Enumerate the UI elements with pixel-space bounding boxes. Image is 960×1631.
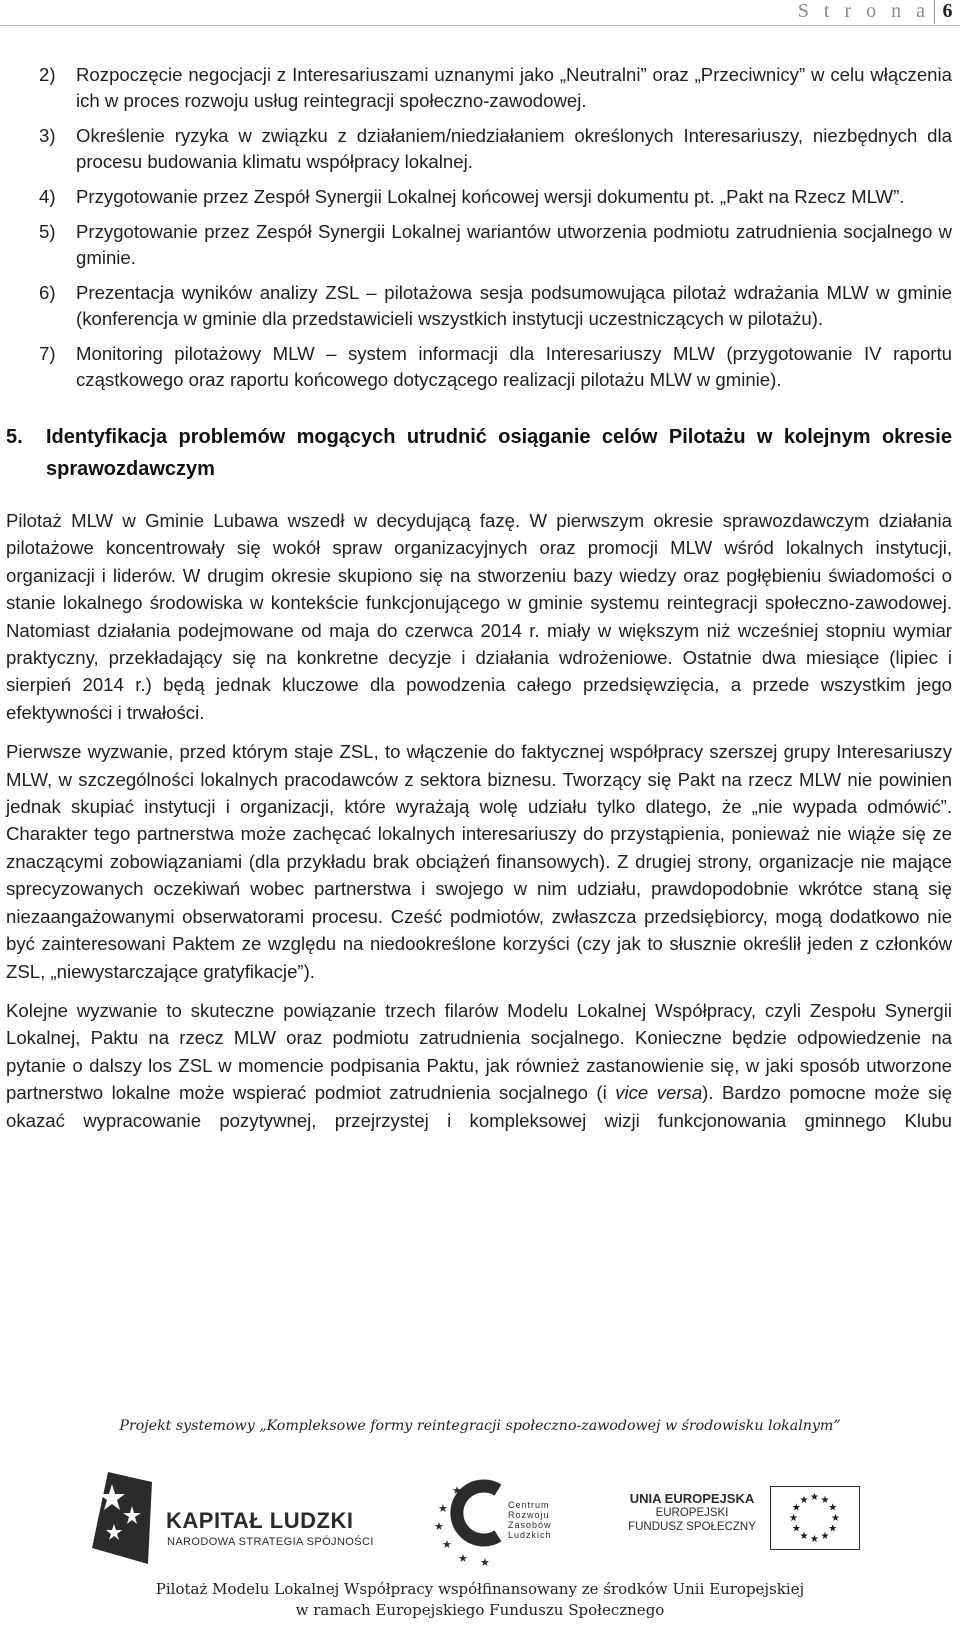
svg-text:★: ★ [480, 1556, 490, 1568]
footer-logos [0, 1468, 960, 1573]
eu-flag [770, 1486, 860, 1550]
svg-text:★: ★ [434, 1520, 444, 1533]
list-item: 4) Przygotowanie przez Zespół Synergii Lokalnej końcowej wersji dokumentu pt. „Pakt na Rzecz MLW”. [39, 186, 905, 207]
eu-star-icon: ★ [820, 1531, 830, 1543]
footer-project-title: Projekt systemowy „Kompleksowe formy reintegracji społeczno-zawodowej w środowisku lokalnym” [119, 1418, 841, 1434]
kapital-ludzki-logo [88, 1468, 388, 1568]
eu-star-icon: ★ [791, 1502, 801, 1514]
eu-star-icon: ★ [789, 1513, 798, 1524]
kapital-ludzki-emblem-icon [88, 1468, 158, 1566]
paragraph: Pierwsze wyzwanie, przed którym staje ZSL, to włączenie do faktycznej współpracy szerszej grupy Interesariuszy MLW, w szczególności lokalnych pracodawców z sektora biznesu. Tworzący się Pakt na rzecz MLW nie powinien jednak skupiać instytucji i organizacji, które wyrażają wolę udziału tylko dlatego, że „nie wypada odmówić”. Charakter tego partnerstwa może zachęcać lokalnych interesariuszy do przystąpienia, ponieważ nie wiąże się ze znaczącymi zobowiązaniami (dla przykładu brak obciążeń finansowych). Z drugiej strony, organizacje nie mające sprecyzowanych oczekiwań wobec partnerstwa i swojego w nim udziału, prawdopodobnie wkrótce staną się niezaangażowanymi obserwatorami procesu. Cześć podmiotów, zwłaszcza przedsiębiorcy, mogą dodatkowo nie być zainteresowani Paktem ze względu na niedookreślone korzyści (czy jak to słusznie określił jeden z członków ZSL, „niewystarczające gratyfikacje”). [6, 741, 952, 982]
page-label: S t r o n a [797, 0, 930, 22]
eu-star-icon: ★ [820, 1494, 830, 1506]
crzl-logo [428, 1468, 568, 1568]
eu-star-icon: ★ [828, 1502, 838, 1514]
paragraph: Pilotaż MLW w Gminie Lubawa wszedł w decydującą fazę. W pierwszym okresie sprawozdawczym działania pilotażowe koncentrowały się wokół spraw organizacyjnych oraz promocji MLW wśród lokalnych instytucji, organizacji i liderów. W drugim okresie skupiono się na stworzeniu bazy wiedzy oraz pogłębieniu świadomości o stanie lokalnego środowiska w kontekście funkcjonującego w gminie systemu reintegracji społeczno-zawodowej. Natomiast działania podejmowane od maja do czerwca 2014 r. miały w większym niż wcześniej stopniu wymiar praktyczny, przekładający się na konkretne decyzje i działania wdrożeniowe. Ostatnie dwa miesiące (lipiec i sierpień 2014 r.) będą jednak kluczowe dla powodzenia całego przedsięwzięcia, a przede wszystkim jego efektywności i trwałości. [6, 510, 952, 723]
list-item: 3) Określenie ryzyka w związku z działaniem/niedziałaniem określonych Interesariuszy, niezbędnych dla procesu budowania klimatu współpracy lokalnej. [39, 125, 952, 172]
list-item: 6) Prezentacja wyników analizy ZSL – pilotażowa sesja podsumowująca pilotaż wdrażania MLW w gminie (konferencja w gminie dla przedstawicieli wszystkich instytucji uczestniczących w pilotażu). [39, 282, 952, 329]
list-item: 2) Rozpoczęcie negocjacji z Interesariuszami uznanymi jako „Neutralni” oraz „Przeciwnicy” w celu włączenia ich w proces rozwoju usług reintegracji społeczno-zawodowej. [39, 64, 952, 111]
eu-star-icon: ★ [828, 1523, 838, 1535]
svg-text:★: ★ [438, 1502, 448, 1515]
list-item: 7) Monitoring pilotażowy MLW – system informacji dla Interesariuszy MLW (przygotowanie IV raportu cząstkowego oraz raportu końcowego dotyczącego realizacji pilotażu MLW w gminie). [39, 343, 952, 390]
svg-text:★: ★ [452, 1484, 462, 1497]
section-title: Identyfikacja problemów mogących utrudnić osiąganie celów Pilotażu w kolejnym okresie sprawozdawczym [46, 426, 952, 480]
page-header [0, 0, 960, 26]
eu-stars-icon [771, 1487, 858, 1548]
page-number: 6 [934, 0, 960, 24]
footer-funding: Pilotaż Modelu Lokalnej Współpracy współfinansowany ze środków Unii Europejskiej w ramach Europejskiego Funduszu Społecznego [155, 1580, 805, 1619]
paragraph: Kolejne wyzwanie to skuteczne powiązanie trzech filarów Modelu Lokalnej Współpracy, czyli Zespołu Synergii Lokalnej, Paktu na rzecz MLW oraz podmiotu zatrudnienia socjalnego. Konieczne będzie odpowiedzenie na pytanie o dalszy los ZSL w momencie podpisania Paktu, jak również zastanowienie się, w jaki sposób utworzone partnerstwo lokalne może wspierać podmiot zatrudnienia socjalnego (i vice versa). Bardzo pomocne może się okazać wypracowanie pozytywnej, przejrzystej i kompleksowej wizji funkcjonowania gminnego Klubu [6, 999, 952, 1131]
kapital-ludzki-subtitle: NARODOWA STRATEGIA SPÓJNOŚCI [167, 1536, 374, 1548]
eu-star-icon: ★ [791, 1523, 801, 1535]
eu-star-icon: ★ [831, 1513, 840, 1524]
section-heading [6, 421, 955, 485]
eu-star-icon: ★ [799, 1494, 809, 1506]
svg-text:★: ★ [442, 1538, 452, 1551]
svg-text:★: ★ [458, 1552, 468, 1565]
eu-star-icon: ★ [810, 1534, 819, 1545]
eu-star-icon: ★ [810, 1492, 819, 1503]
document-body [0, 62, 960, 1134]
section-number: 5. [6, 426, 23, 448]
list-item: 5) Przygotowanie przez Zespół Synergii Lokalnej wariantów utworzenia podmiotu zatrudnienia socjalnego w gminie. [39, 221, 952, 268]
crzl-name: Centrum Rozwoju Zasobów Ludzkich [508, 1500, 552, 1540]
task-list [6, 62, 955, 393]
eu-efs-text: UNIA EUROPEJSKA EUROPEJSKI FUNDUSZ SPOŁECZNY [628, 1491, 756, 1533]
eu-star-icon: ★ [799, 1531, 809, 1543]
kapital-ludzki-name: KAPITAŁ LUDZKI [166, 1508, 354, 1533]
eu-efs-logo [622, 1468, 862, 1568]
